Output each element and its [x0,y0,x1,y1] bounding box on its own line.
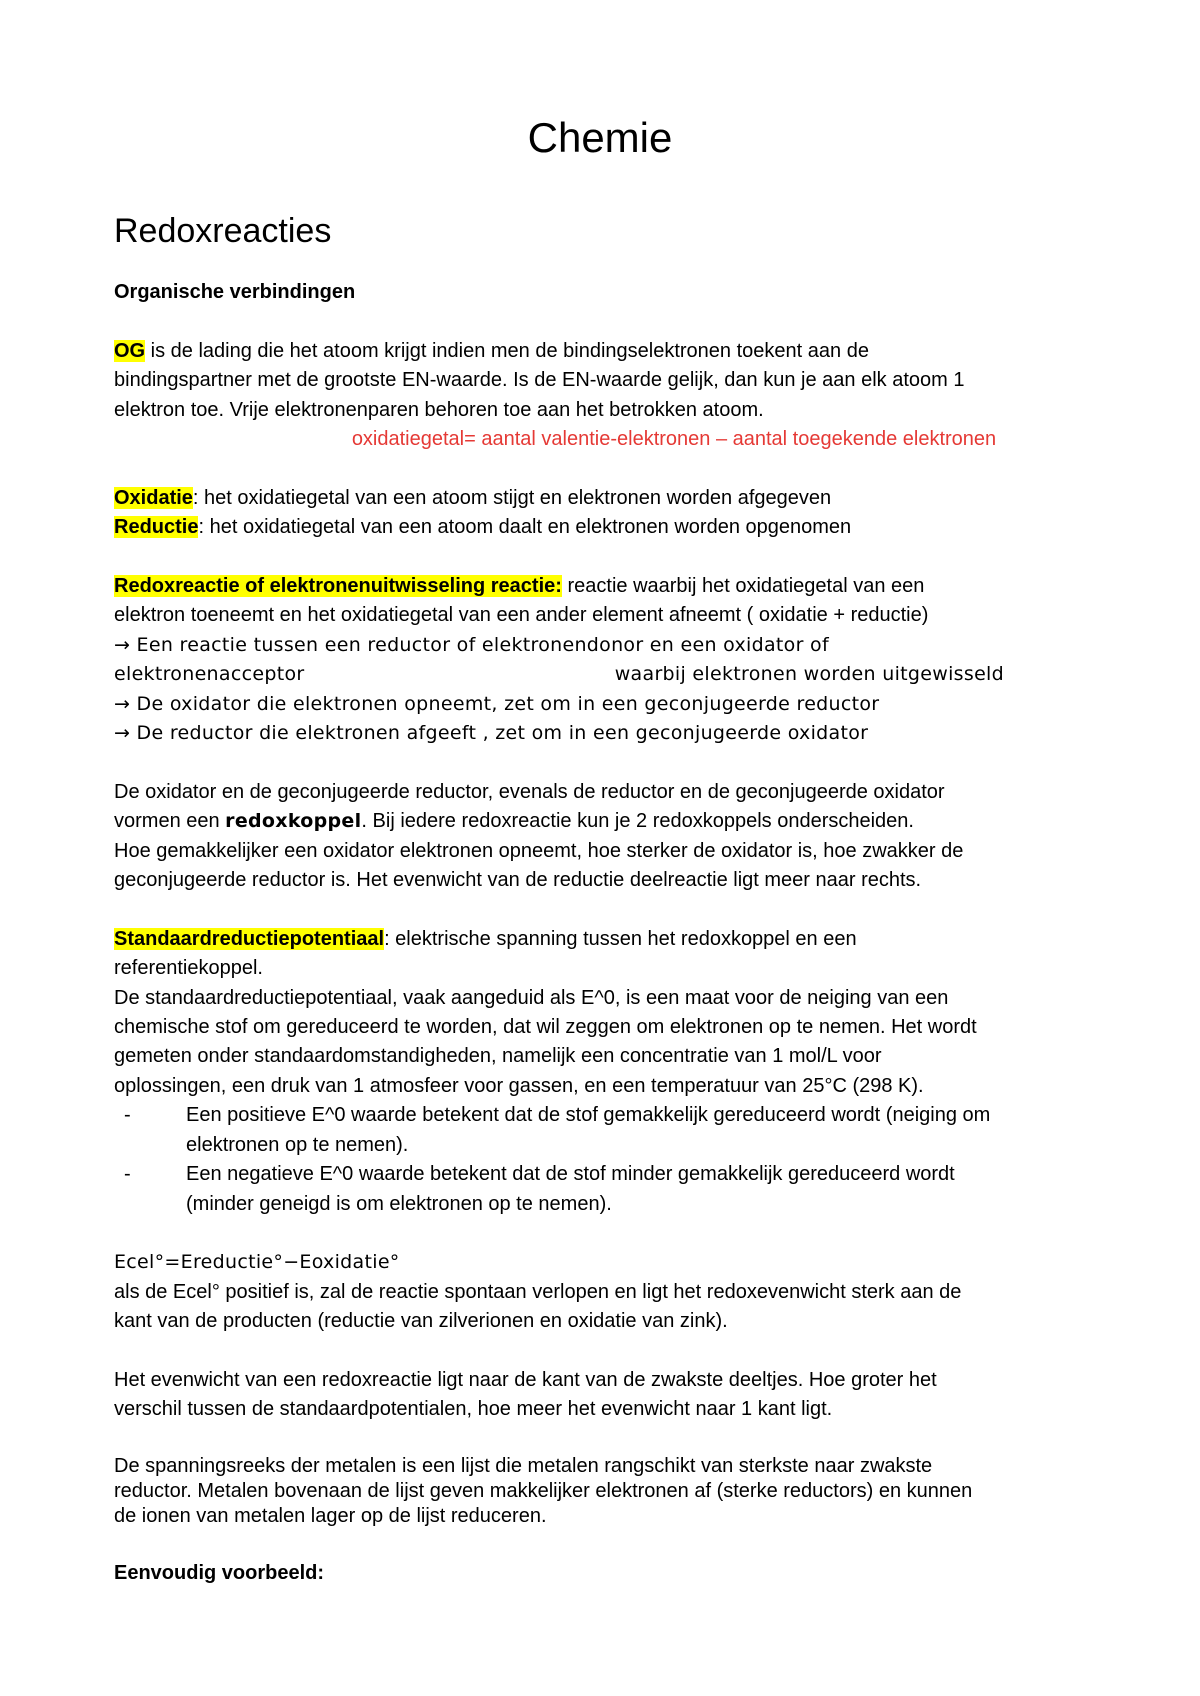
reductie-definition: Reductie: het oxidatiegetal van een atoom daalt en elektronen worden opgenomen [114,516,852,539]
redox-paragraph: Redoxreactie of elektronenuitwisseling reactie: reactie waarbij het oxidatiegetal van een elektron toeneemt en het oxidatiegetal van een ander element afneemt ( oxidatie + reductie) → Een reactie tussen een reductor of elektronendonor en een oxidator of elektronenacceptor waarbij elektronen worden uitgewisseld → De oxidator die elektronen opneemt, zet om in een geconjugeerde reductor → De reductor die elektronen afgeeft , zet om in een geconjugeerde oxidator [114,575,1004,745]
standaard-term: Standaardreductiepotentiaal [114,927,385,950]
redoxkoppel-paragraph: De oxidator en de geconjugeerde reductor, evenals de reductor en de geconjugeerde oxidator vormen een redoxkoppel. Bij iedere redoxreactie kun je 2 redoxkoppels onderscheiden. Hoe gemakkelijker een oxidator elektronen opneemt, hoe sterker de oxidator is, hoe zwakker de geconjugeerde reductor is. Het evenwicht van de reductie deelreactie ligt meer naar rechts. [114,780,964,892]
evenwicht-paragraph: Het evenwicht van een redoxreactie ligt naar de kant van de zwakste deeltjes. Hoe groter het verschil tussen de standaardpotentialen, hoe meer het evenwicht naar 1 kant ligt. [114,1368,937,1421]
oxidatie-definition: Oxidatie: het oxidatiegetal van een atoom stijgt en elektronen worden afgegeven [114,486,832,509]
og-term: OG [114,339,146,362]
e0-list [114,1101,1094,1219]
document-body [114,278,1094,1588]
redoxkoppel-term: redoxkoppel [225,810,362,833]
example-heading: Eenvoudig voorbeeld: [114,1561,325,1584]
ecel-formula: Ecel°=Ereductie°−Eoxidatie° [114,1251,400,1274]
redox-term: Redoxreactie of elektronenuitwisseling reactie: [114,575,562,598]
section-heading: Redoxreacties [114,212,332,250]
subheading: Organische verbindingen [114,281,356,303]
standaardreductiepotentiaal-paragraph: Standaardreductiepotentiaal: elektrische spanning tussen het redoxkoppel en een referentiekoppel. De standaardreductiepotentiaal, vaak aangeduid als E^0, is een maat voor de neiging van een chemische stof om gereduceerd te worden, dat wil zeggen om elektronen op te nemen. Het wordt gemeten onder standaardomstandigheden, namelijk een concentratie van 1 mol/L voor oplossingen, een druk van 1 atmosfeer voor gassen, en een temperatuur van 25°C (298 K). - Een positieve E^0 waarde betekent dat de stof gemakkelijk gereduceerd wordt (neiging om elektronen op te nemen). - Een negatieve E^0 waarde betekent dat de stof minder gemakkelijk gereduceerd wordt (minder geneigd is om elektronen op te nemen). [114,925,1094,1219]
ecel-paragraph: Ecel°=Ereductie°−Eoxidatie° als de Ecel° positief is, zal de reactie spontaan verlopen en ligt het redoxevenwicht sterk aan de kant van de producten (reductie van zilverionen en oxidatie van zink). [114,1248,1094,1336]
list-item: - Een positieve E^0 waarde betekent dat de stof gemakkelijk gereduceerd wordt (neiging om elektronen op te nemen). [124,1104,991,1156]
document-title: Chemie [527,114,673,161]
spanningsreeks-paragraph: De spanningsreeks der metalen is een lijst die metalen rangschikt van sterkste naar zwakste reductor. Metalen bovenaan de lijst geven makkelijker elektronen af (sterke reductors) en kunnen de ionen van metalen lager op de lijst reduceren. [114,1455,973,1528]
og-paragraph: OG is de lading die het atoom krijgt indien men de bindingselektronen toekent aan de bindingspartner met de grootste EN-waarde. Is de EN-waarde gelijk, dan kun je aan elk atoom 1 elektron toe. Vrije elektronenparen behoren toe aan het betrokken atoom. oxidatiegetal= aantal valentie-elektronen – aantal toegekende elektronen [114,337,1094,455]
oxidation-number-formula: oxidatiegetal= aantal valentie-elektronen – aantal toegekende elektronen [351,428,997,451]
list-item: - Een negatieve E^0 waarde betekent dat de stof minder gemakkelijk gereduceerd wordt (minder geneigd is om elektronen op te nemen). [124,1163,955,1215]
